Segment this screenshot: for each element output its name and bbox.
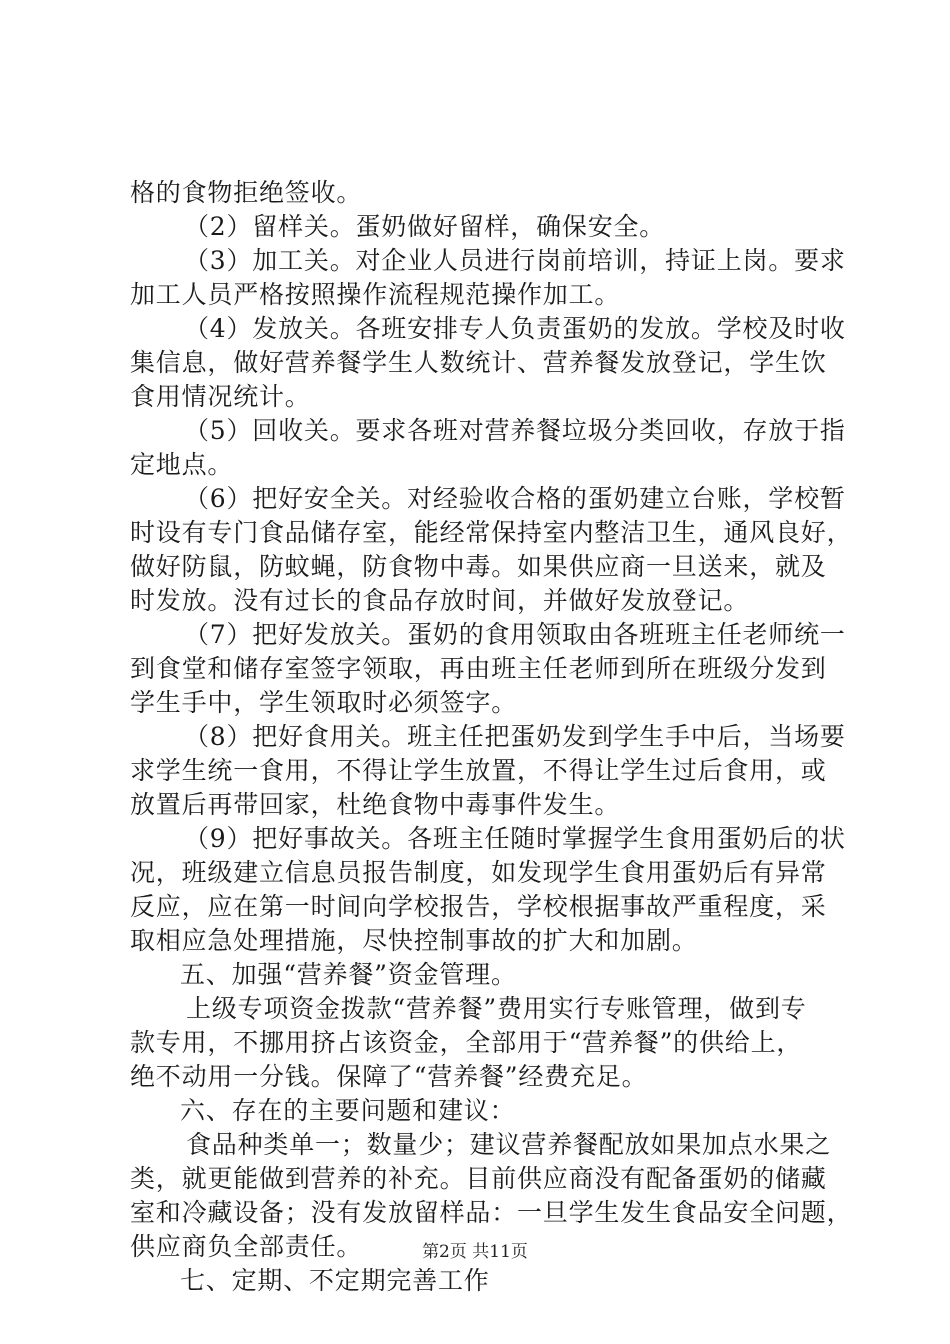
page-number-footer: 第2页 共11页 <box>422 1242 528 1262</box>
text-line: 到食堂和储存室签字领取，再由班主任老师到所在班级分发到 <box>130 654 827 683</box>
text-line: （8）把好食用关。班主任把蛋奶发到学生手中后，当场要 <box>184 722 846 751</box>
text-line: 取相应急处理措施，尽快控制事故的扩大和加剧。 <box>130 926 698 955</box>
text-line: 格的食物拒绝签收。 <box>130 178 363 207</box>
text-line: 求学生统一食用，不得让学生放置，不得让学生过后食用，或 <box>130 756 827 785</box>
text-line: 室和冷藏设备；没有发放留样品：一旦学生发生食品安全问题， <box>130 1198 853 1227</box>
text-line: 食用情况统计。 <box>130 382 311 411</box>
text-line: 六、存在的主要问题和建议： <box>180 1096 516 1125</box>
text-line: 放置后再带回家，杜绝食物中毒事件发生。 <box>130 790 621 819</box>
text-line: 上级专项资金拨款“营养餐”费用实行专账管理，做到专 <box>186 994 807 1023</box>
text-line: 定地点。 <box>130 450 234 479</box>
text-line: （5）回收关。要求各班对营养餐垃圾分类回收，存放于指 <box>184 416 846 445</box>
text-line: 学生手中，学生领取时必须签字。 <box>130 688 518 717</box>
text-line: 反应，应在第一时间向学校报告，学校根据事故严重程度，采 <box>130 892 827 921</box>
text-line: （2）留样关。蛋奶做好留样，确保安全。 <box>184 212 666 241</box>
text-line: 加工人员严格按照操作流程规范操作加工。 <box>130 280 621 309</box>
text-line: 食品种类单一；数量少；建议营养餐配放如果加点水果之 <box>186 1130 832 1159</box>
text-line: 时设有专门食品储存室，能经常保持室内整洁卫生，通风良好， <box>130 518 853 547</box>
text-line: 集信息，做好营养餐学生人数统计、营养餐发放登记，学生饮 <box>130 348 827 377</box>
text-line: 五、加强“营养餐”资金管理。 <box>180 960 517 989</box>
text-line: 供应商负全部责任。 <box>130 1232 363 1261</box>
text-line: （7）把好发放关。蛋奶的食用领取由各班班主任老师统一 <box>184 620 846 649</box>
text-line: 类，就更能做到营养的补充。目前供应商没有配备蛋奶的储藏 <box>130 1164 827 1193</box>
text-line: （4）发放关。各班安排专人负责蛋奶的发放。学校及时收 <box>184 314 846 343</box>
text-line: 况，班级建立信息员报告制度，如发现学生食用蛋奶后有异常 <box>130 858 827 887</box>
text-line: （6）把好安全关。对经验收合格的蛋奶建立台账，学校暂 <box>184 484 846 513</box>
document-body <box>130 176 853 1298</box>
text-line: 做好防鼠，防蚊蝇，防食物中毒。如果供应商一旦送来，就及 <box>130 552 827 581</box>
text-line: 七、定期、不定期完善工作 <box>180 1266 490 1295</box>
text-line: 款专用，不挪用挤占该资金，全部用于“营养餐”的供给上， <box>130 1028 803 1057</box>
text-line: （3）加工关。对企业人员进行岗前培训，持证上岗。要求 <box>184 246 846 275</box>
text-line: （9）把好事故关。各班主任随时掌握学生食用蛋奶后的状 <box>184 824 846 853</box>
text-line: 绝不动用一分钱。保障了“营养餐”经费充足。 <box>130 1062 648 1091</box>
text-line: 时发放。没有过长的食品存放时间，并做好发放登记。 <box>130 586 750 615</box>
